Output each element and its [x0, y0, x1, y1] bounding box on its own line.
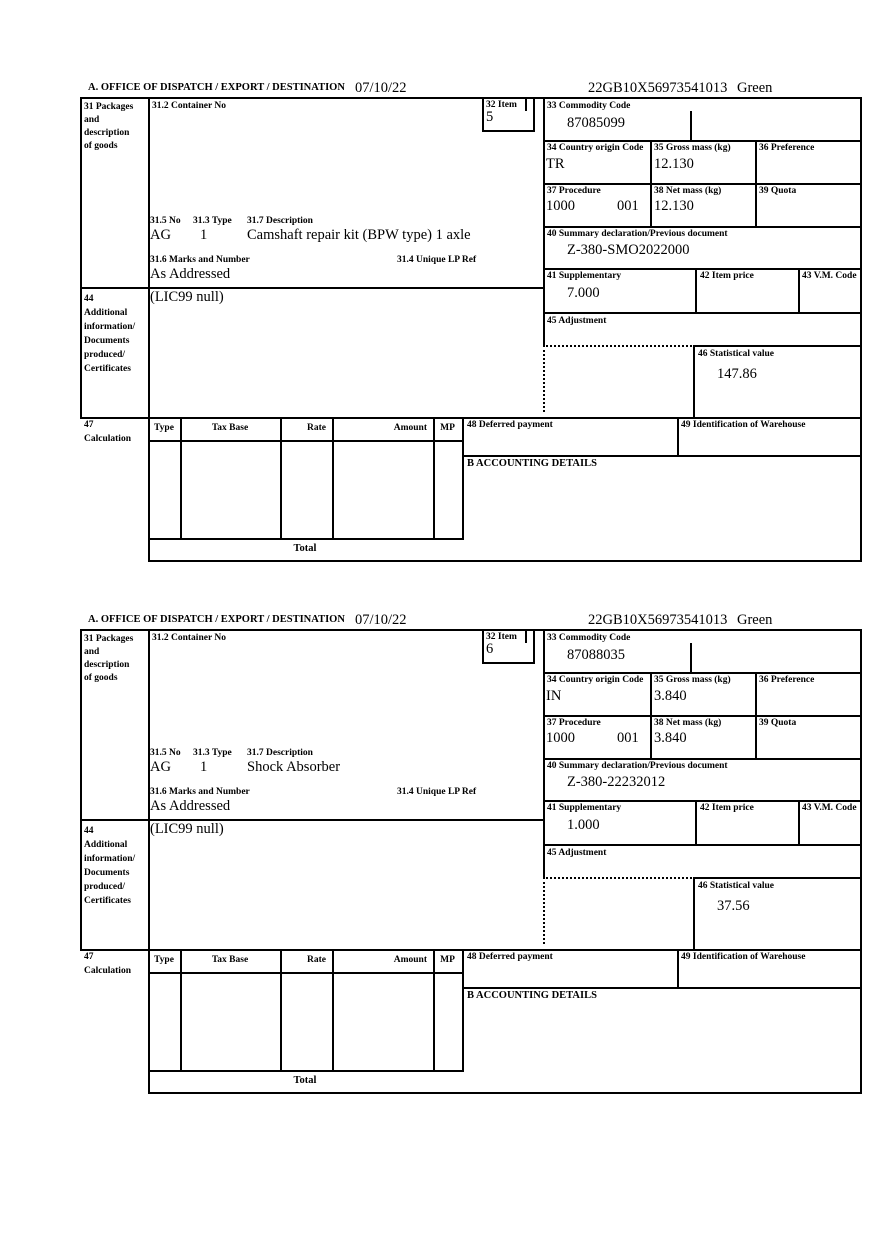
divider [533, 97, 535, 132]
divider [543, 97, 545, 345]
divider [482, 662, 535, 664]
col-type-header: Type [154, 955, 174, 965]
origin-code-value: TR [546, 156, 565, 172]
box44-label: Documents [84, 336, 130, 346]
box44-label: produced/ [84, 350, 126, 360]
divider [80, 629, 82, 951]
adjustment-label: 45 Adjustment [547, 848, 607, 858]
divider [433, 417, 435, 538]
divider [148, 440, 464, 442]
item-number: 5 [486, 109, 494, 125]
procedure-label: 37 Procedure [547, 186, 601, 196]
box44-label: 44 [84, 294, 94, 304]
procedure-value-1: 1000 [546, 198, 575, 214]
divider [543, 715, 862, 717]
box44-label: Certificates [84, 364, 131, 374]
package-no-value: AG [150, 227, 171, 243]
procedure-value-2: 001 [617, 198, 639, 214]
routing-status: Green [737, 612, 773, 628]
divider [148, 538, 464, 540]
divider [462, 949, 464, 1072]
goods-description: Camshaft repair kit (BPW type) 1 axle [247, 227, 471, 243]
divider [433, 949, 435, 1070]
package-no-label: 31.5 No [150, 748, 181, 758]
box47-label: Calculation [84, 434, 131, 444]
office-of-dispatch-label: A. OFFICE OF DISPATCH / EXPORT / DESTINATION [88, 82, 345, 93]
net-mass-value: 3.840 [654, 730, 687, 746]
commodity-code-label: 33 Commodity Code [547, 633, 631, 643]
vm-code-label: 43 V.M. Code [802, 803, 857, 813]
box31-label: description [84, 128, 130, 138]
declaration-item-section [80, 80, 864, 580]
package-type-label: 31.3 Type [193, 748, 232, 758]
divider [693, 877, 695, 949]
statistical-value-label: 46 Statistical value [698, 349, 774, 359]
dispatch-date: 07/10/22 [355, 612, 407, 628]
marks-value: As Addressed [150, 266, 231, 282]
box44-label: Certificates [84, 896, 131, 906]
box31-label: and [84, 647, 100, 657]
accounting-details-label: B ACCOUNTING DETAILS [467, 458, 597, 469]
statistical-value: 147.86 [717, 366, 757, 382]
origin-code-label: 34 Country origin Code [547, 143, 644, 153]
commodity-code-label: 33 Commodity Code [547, 101, 631, 111]
box44-label: produced/ [84, 882, 126, 892]
accounting-details-label: B ACCOUNTING DETAILS [467, 990, 597, 1001]
total-label: Total [293, 543, 317, 554]
additional-info-value: (LIC99 null) [150, 289, 224, 305]
warehouse-id-label: 49 Identification of Warehouse [681, 420, 806, 430]
total-label: Total [293, 1075, 317, 1086]
warehouse-id-label: 49 Identification of Warehouse [681, 952, 806, 962]
supplementary-value: 1.000 [567, 817, 600, 833]
goods-description: Shock Absorber [247, 759, 341, 775]
col-rate-header: Rate [307, 955, 326, 965]
commodity-code-value: 87085099 [567, 115, 625, 131]
office-of-dispatch-label: A. OFFICE OF DISPATCH / EXPORT / DESTINATION [88, 614, 345, 625]
divider [543, 312, 862, 314]
divider [755, 672, 757, 760]
col-rate-header: Rate [307, 423, 326, 433]
procedure-value-1: 1000 [546, 730, 575, 746]
net-mass-label: 38 Net mass (kg) [654, 186, 722, 196]
divider [148, 629, 150, 1094]
marks-value: As Addressed [150, 798, 231, 814]
unique-lp-ref-label: 31.4 Unique LP Ref [397, 255, 477, 265]
item-price-label: 42 Item price [700, 271, 754, 281]
col-mp-header: MP [440, 423, 455, 433]
divider [693, 877, 862, 879]
divider [332, 949, 334, 1070]
declaration-item-section [80, 612, 864, 1112]
statistical-value-label: 46 Statistical value [698, 881, 774, 891]
supplementary-label: 41 Supplementary [547, 271, 622, 281]
divider [462, 455, 862, 457]
box47-label: Calculation [84, 966, 131, 976]
box44-label: 44 [84, 826, 94, 836]
divider [543, 183, 862, 185]
divider [543, 800, 862, 802]
gross-mass-value: 12.130 [654, 156, 694, 172]
additional-info-value: (LIC99 null) [150, 821, 224, 837]
col-taxbase-header: Tax Base [211, 423, 249, 433]
deferred-payment-label: 48 Deferred payment [467, 420, 553, 430]
col-amount-header: Amount [393, 955, 427, 965]
divider [693, 345, 862, 347]
divider [798, 800, 800, 844]
divider [860, 97, 862, 562]
divider [148, 972, 464, 974]
gross-mass-label: 35 Gross mass (kg) [654, 675, 731, 685]
box31-label: and [84, 115, 100, 125]
gross-mass-label: 35 Gross mass (kg) [654, 143, 731, 153]
summary-declaration-value: Z-380-22232012 [567, 774, 666, 790]
divider [482, 97, 484, 132]
divider [148, 97, 150, 562]
box47-label: 47 [84, 952, 94, 962]
divider [755, 140, 757, 228]
commodity-code-value: 87088035 [567, 647, 625, 663]
unique-lp-ref-label: 31.4 Unique LP Ref [397, 787, 477, 797]
divider [280, 417, 282, 538]
declaration-reference: 22GB10X56973541013 [588, 612, 728, 628]
box31-label: 31 Packages [84, 634, 134, 644]
divider [677, 949, 679, 989]
divider [148, 1092, 862, 1094]
col-amount-header: Amount [393, 423, 427, 433]
summary-declaration-label: 40 Summary declaration/Previous document [547, 229, 728, 239]
form-grid [80, 97, 862, 562]
divider [690, 643, 692, 672]
divider [462, 987, 862, 989]
divider [543, 629, 545, 877]
dispatch-date: 07/10/22 [355, 80, 407, 96]
box31-label: of goods [84, 141, 118, 151]
divider [543, 268, 862, 270]
vm-code-label: 43 V.M. Code [802, 271, 857, 281]
form-grid [80, 629, 862, 1094]
divider [180, 949, 182, 1070]
description-label: 31.7 Description [247, 748, 313, 758]
description-label: 31.7 Description [247, 216, 313, 226]
package-type-label: 31.3 Type [193, 216, 232, 226]
container-no-label: 31.2 Container No [152, 633, 226, 643]
divider [543, 672, 862, 674]
dotted-divider [543, 877, 545, 944]
summary-declaration-label: 40 Summary declaration/Previous document [547, 761, 728, 771]
box47-label: 47 [84, 420, 94, 430]
procedure-value-2: 001 [617, 730, 639, 746]
divider [280, 949, 282, 1070]
net-mass-value: 12.130 [654, 198, 694, 214]
marks-label: 31.6 Marks and Number [150, 255, 250, 265]
divider [148, 1070, 464, 1072]
divider [543, 758, 862, 760]
divider [650, 140, 652, 228]
preference-label: 36 Preference [759, 675, 815, 685]
box31-label: of goods [84, 673, 118, 683]
divider [677, 417, 679, 457]
divider [80, 949, 862, 951]
package-no-value: AG [150, 759, 171, 775]
box44-label: Additional [84, 308, 128, 318]
divider [332, 417, 334, 538]
divider [148, 560, 862, 562]
box44-label: information/ [84, 322, 136, 332]
supplementary-label: 41 Supplementary [547, 803, 622, 813]
divider [798, 268, 800, 312]
origin-code-value: IN [546, 688, 562, 704]
divider [482, 629, 484, 664]
gross-mass-value: 3.840 [654, 688, 687, 704]
col-mp-header: MP [440, 955, 455, 965]
procedure-label: 37 Procedure [547, 718, 601, 728]
package-type-value: 1 [200, 227, 208, 243]
divider [80, 417, 862, 419]
divider [860, 629, 862, 1094]
preference-label: 36 Preference [759, 143, 815, 153]
item-number: 6 [486, 641, 494, 657]
origin-code-label: 34 Country origin Code [547, 675, 644, 685]
box44-label: Documents [84, 868, 130, 878]
divider [695, 800, 697, 844]
divider [693, 345, 695, 417]
item-label: 32 Item [486, 632, 517, 642]
divider [525, 629, 527, 643]
divider [80, 629, 862, 631]
divider [80, 97, 862, 99]
divider [533, 629, 535, 664]
divider [482, 130, 535, 132]
divider [543, 140, 862, 142]
divider [690, 111, 692, 140]
divider [650, 672, 652, 760]
col-type-header: Type [154, 423, 174, 433]
adjustment-label: 45 Adjustment [547, 316, 607, 326]
divider [695, 268, 697, 312]
divider [462, 417, 464, 540]
box31-label: description [84, 660, 130, 670]
dotted-divider [543, 877, 695, 879]
box31-label: 31 Packages [84, 102, 134, 112]
box44-label: information/ [84, 854, 136, 864]
package-type-value: 1 [200, 759, 208, 775]
divider [80, 97, 82, 419]
item-price-label: 42 Item price [700, 803, 754, 813]
declaration-reference: 22GB10X56973541013 [588, 80, 728, 96]
net-mass-label: 38 Net mass (kg) [654, 718, 722, 728]
statistical-value: 37.56 [717, 898, 750, 914]
container-no-label: 31.2 Container No [152, 101, 226, 111]
quota-label: 39 Quota [759, 718, 797, 728]
deferred-payment-label: 48 Deferred payment [467, 952, 553, 962]
supplementary-value: 7.000 [567, 285, 600, 301]
divider [180, 417, 182, 538]
routing-status: Green [737, 80, 773, 96]
item-label: 32 Item [486, 100, 517, 110]
quota-label: 39 Quota [759, 186, 797, 196]
dotted-divider [543, 345, 545, 412]
marks-label: 31.6 Marks and Number [150, 787, 250, 797]
package-no-label: 31.5 No [150, 216, 181, 226]
summary-declaration-value: Z-380-SMO2022000 [567, 242, 690, 258]
divider [543, 844, 862, 846]
box44-label: Additional [84, 840, 128, 850]
dotted-divider [543, 345, 695, 347]
divider [543, 226, 862, 228]
col-taxbase-header: Tax Base [211, 955, 249, 965]
divider [525, 97, 527, 111]
